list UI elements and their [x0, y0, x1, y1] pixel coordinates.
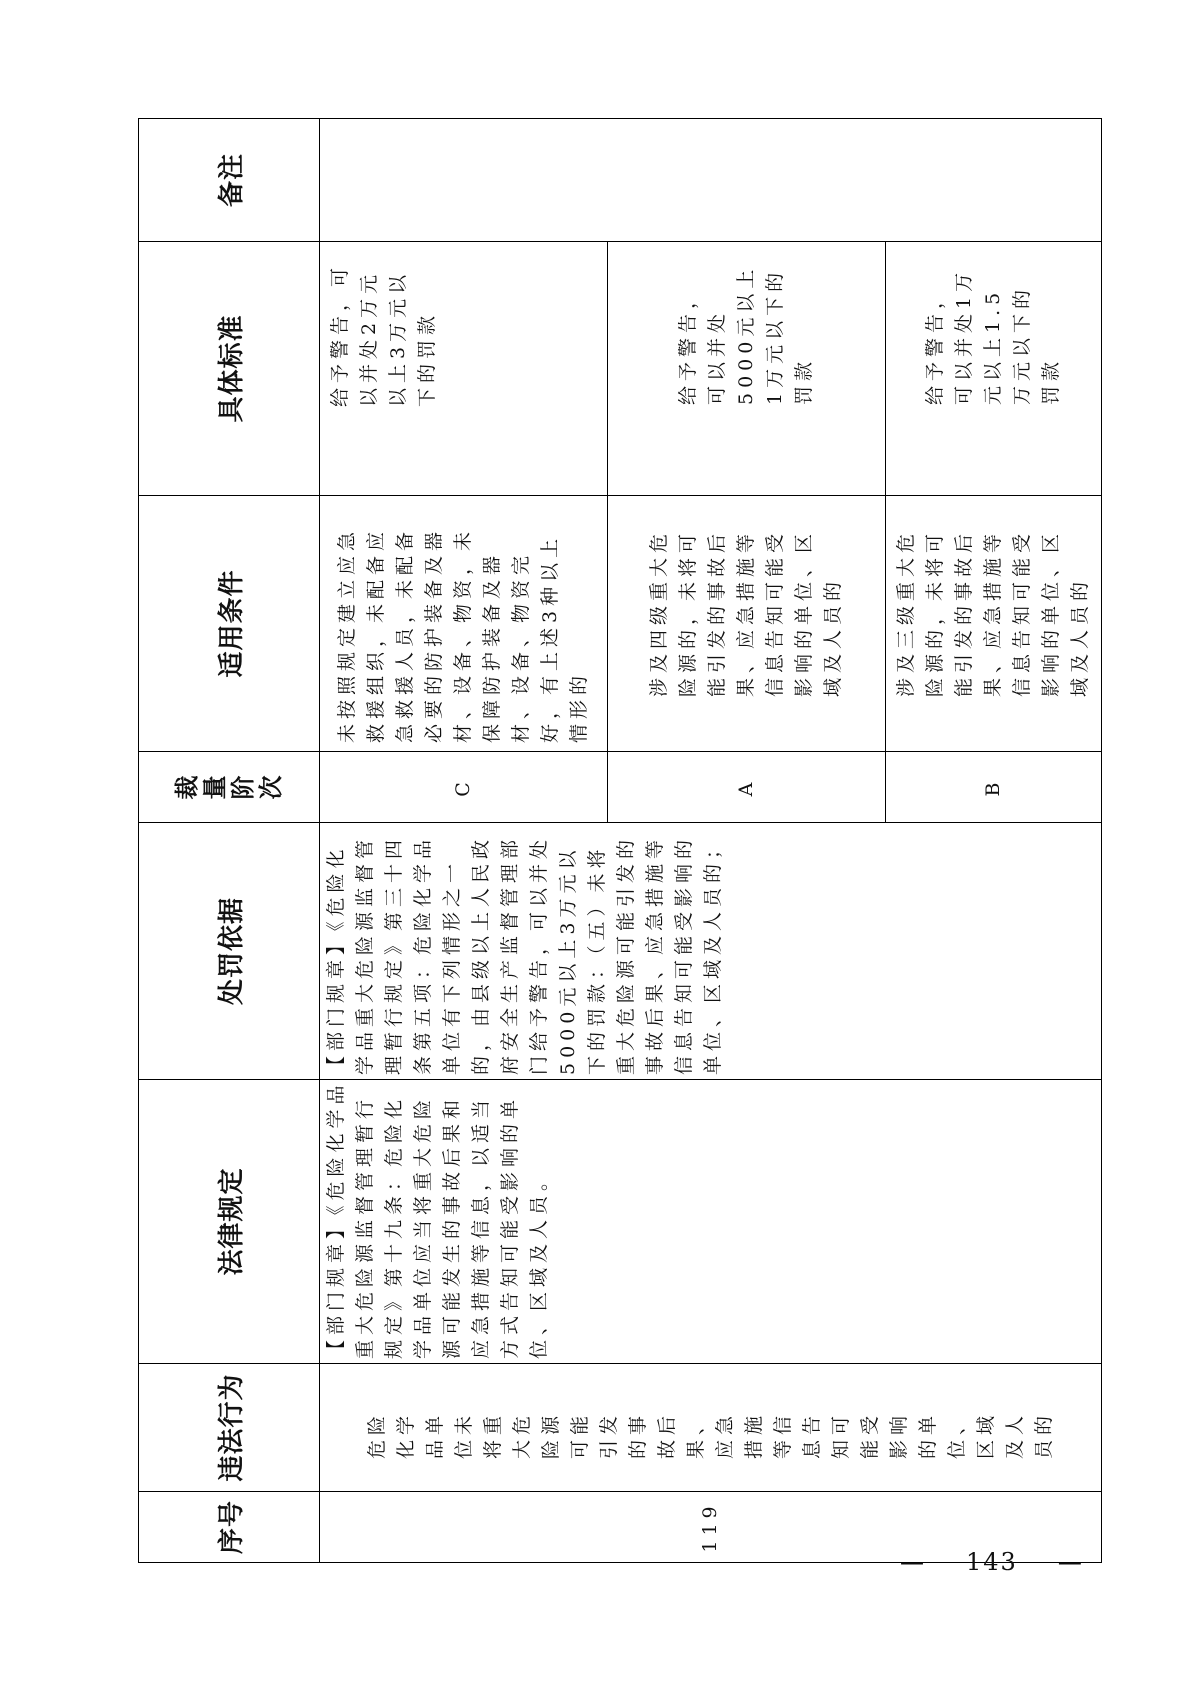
- level-cell-c: C: [320, 752, 608, 823]
- header-condition: 适用条件: [139, 496, 320, 752]
- page-number-value: 143: [966, 1548, 1018, 1576]
- table-row-level-c: [320, 119, 608, 1563]
- page-number: [880, 1548, 1104, 1576]
- remark-cell: [320, 119, 1102, 242]
- level-cell-b: B: [886, 752, 1102, 823]
- standard-cell-a: 给予警告，可以并处5000元以上1万元以下的罚款: [608, 242, 886, 496]
- violation-cell: 危险化学品单位未将重大危险源可能引发的事故后果、应急措施等信息告知可能受影响的单位、区域及人员的: [320, 1364, 1102, 1492]
- condition-cell-a: 涉及四级重大危险源的，未将可能引发的事故后果、应急措施等信息告知可能受影响的单位、区域及人员的: [608, 496, 886, 752]
- condition-cell-b: 涉及三级重大危险源的，未将可能引发的事故后果、应急措施等信息告知可能受影响的单位、区域及人员的: [886, 496, 1102, 752]
- penalty-table: [138, 118, 1102, 1563]
- condition-cell-c: 未按照规定建立应急救援组织，未配备应急救援人员，未配备必要的防护装备及器材、设备、物资，未保障防护装备及器材、设备、物资完好，有上述3种以上情形的: [320, 496, 608, 752]
- page-dash-right: —: [1057, 1548, 1084, 1576]
- header-standard: 具体标准: [139, 242, 320, 496]
- page-dash-left: —: [900, 1548, 926, 1576]
- header-law: 法律规定: [139, 1080, 320, 1364]
- standard-cell-b: 给予警告，可以并处1万元以上1.5万元以下的罚款: [886, 242, 1102, 496]
- header-level: 裁量阶次: [139, 752, 320, 823]
- rotated-table-frame: [138, 119, 1091, 1563]
- header-seq: 序号: [139, 1492, 320, 1563]
- basis-cell: 【部门规章】《危险化学品重大危险源监督管理暂行规定》第三十四条第五项：危险化学品单位有下列情形之一的，由县级以上人民政府安全生产监督管理部门给予警告，可以并处5000元以上3万元以下的罚款：（五）未将重大危险源可能引发的事故后果、应急措施等信息告知可能受影响的单位、区域及人员的；: [320, 823, 1102, 1080]
- header-basis: 处罚依据: [139, 823, 320, 1080]
- level-cell-a: A: [608, 752, 886, 823]
- law-cell: 【部门规章】《危险化学品重大危险源监督管理暂行规定》第十九条：危险化学品单位应当将重大危险源可能发生的事故后果和应急措施等信息，以适当方式告知可能受影响的单位、区域及人员。: [320, 1080, 1102, 1364]
- standard-cell-c: 给予警告，可以并处2万元以上3万元以下的罚款: [320, 242, 608, 496]
- seq-cell: 119: [320, 1492, 1102, 1563]
- header-violation: 违法行为: [139, 1364, 320, 1492]
- header-remark: 备注: [139, 119, 320, 242]
- header-row: [139, 119, 320, 1563]
